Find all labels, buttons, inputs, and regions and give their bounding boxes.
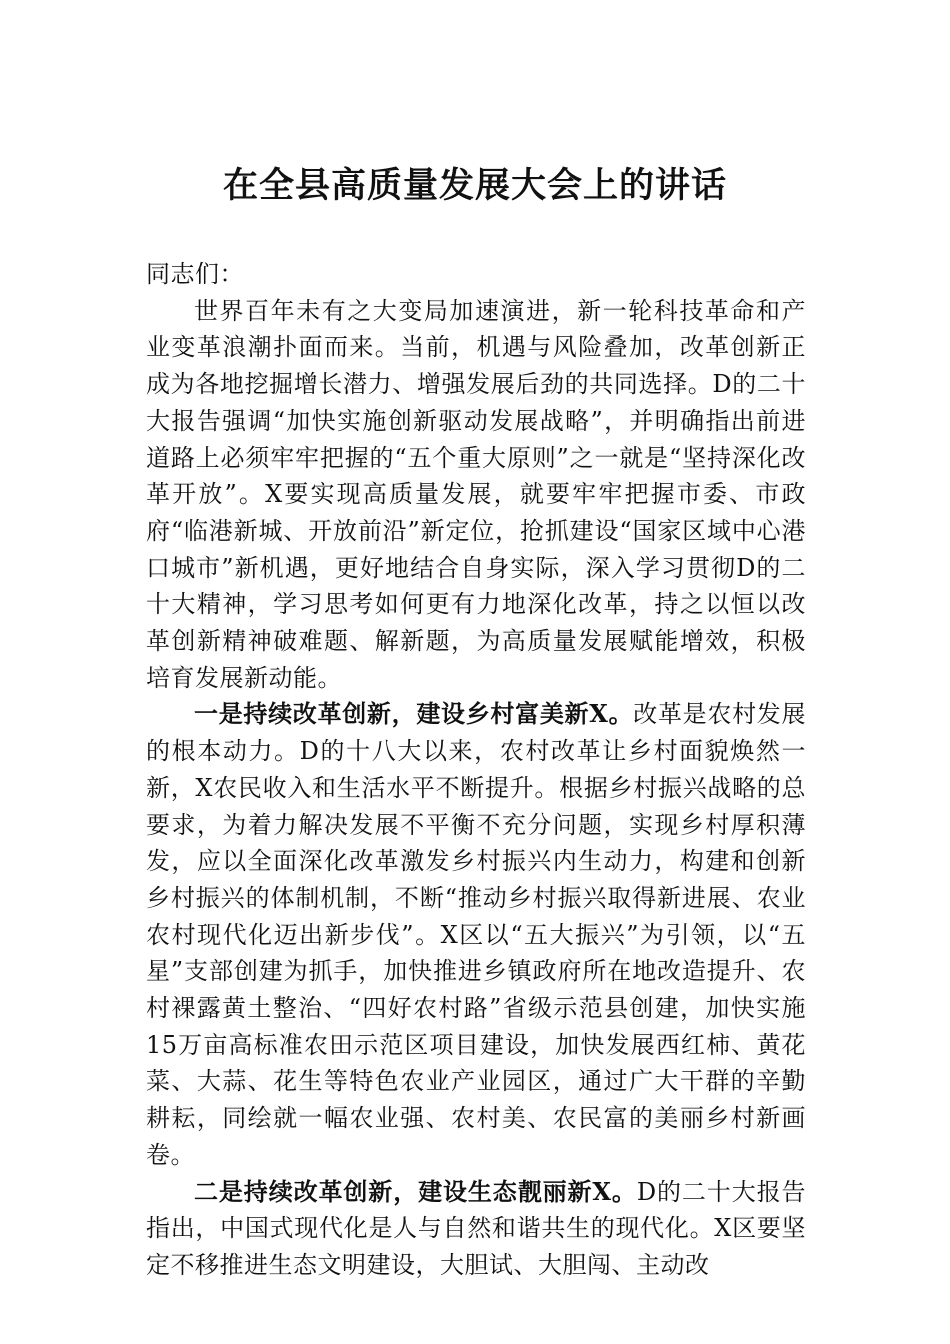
- salutation: 同志们：: [146, 260, 244, 288]
- paragraph-ecology: [146, 1174, 806, 1284]
- document-body: [146, 256, 806, 1284]
- paragraph-text: 世界百年未有之大变局加速演进，新一轮科技革命和产业变革浪潮扑面而来。当前，机遇与风险叠加，改革创新正成为各地挖掘增长潜力、增强发展后劲的共同选择。D的二十大报告强调“加快实施创新驱动发展战略”，并明确指出前进道路上必须牢牢把握的“五个重大原则”之一就是“坚持深化改革开放”。X要实现高质量发展，就要牢牢把握市委、市政府“临港新城、开放前沿”新定位，抢抓建设“国家区域中心港口城市”新机遇，更好地结合自身实际，深入学习贯彻D的二十大精神，学习思考如何更有力地深化改革，持之以恒以改革创新精神破难题、解新题，为高质量发展赋能增效，积极培育发展新动能。: [146, 296, 806, 692]
- paragraph-text: D的二十大报告指出，中国式现代化是人与自然和谐共生的现代化。X区要坚定不移推进生态文明建设，大胆试、大胆闯、主动改: [146, 1177, 806, 1279]
- paragraph-intro: [146, 293, 806, 697]
- paragraph-rural: [146, 696, 806, 1173]
- document-title: 在全县高质量发展大会上的讲话: [222, 165, 727, 206]
- paragraph-lead: 二是持续改革创新，建设生态靓丽新X。: [194, 1176, 637, 1206]
- paragraph-lead: 一是持续改革创新，建设乡村富美新X。: [194, 699, 634, 729]
- paragraph-text: 改革是农村发展的根本动力。D的十八大以来，农村改革让乡村面貌焕然一新，X农民收入和生活水平不断提升。根据乡村振兴战略的总要求，为着力解决发展不平衡不充分问题，实现乡村厚积薄发，应以全面深化改革激发乡村振兴内生动力，构建和创新乡村振兴的体制机制，不断“推动乡村振兴取得新进展、农业农村现代化迈出新步伐”。X区以“五大振兴”为引领，以“五星”支部创建为抓手，加快推进乡镇政府所在地改造提升、农村裸露黄土整治、“四好农村路”省级示范县创建，加快实施15万亩高标准农田示范区项目建设，加快发展西红柿、黄花菜、大蒜、花生等特色农业产业园区，通过广大干群的辛勤耕耘，同绘就一幅农业强、农村美、农民富的美丽乡村新画卷。: [146, 700, 806, 1169]
